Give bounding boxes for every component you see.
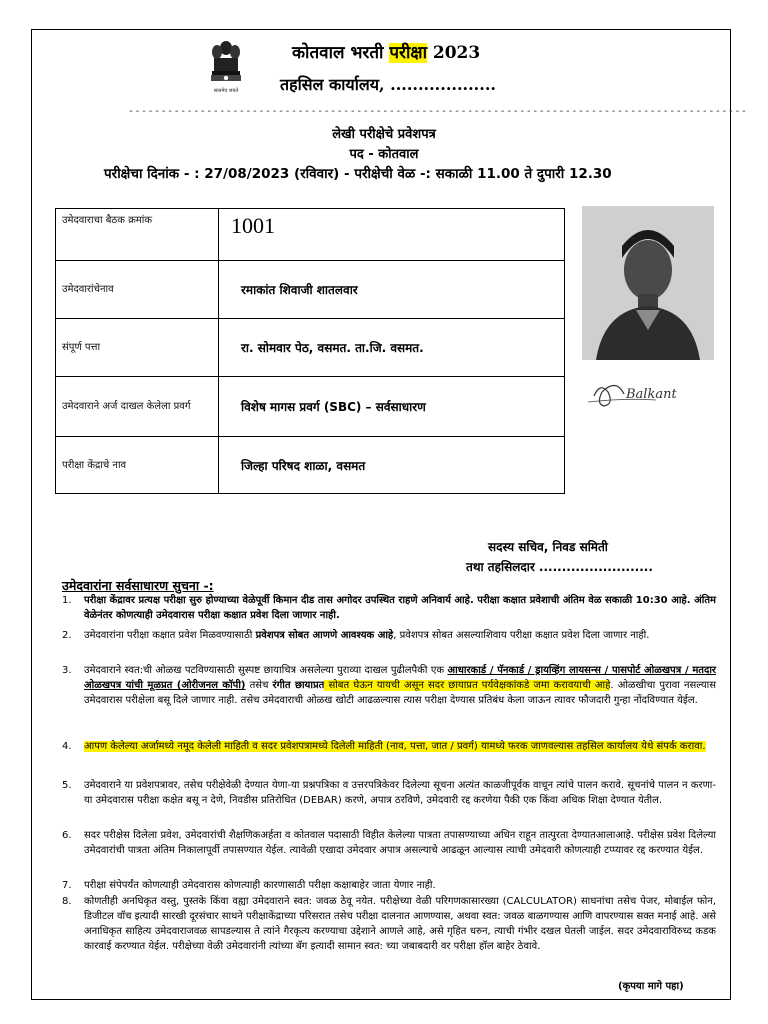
list-item: 2. उमेदवारांना परीक्षा कक्षात प्रवेश मिळवण्यासाठी प्रवेशपत्र सोबत आणणे आवश्यक आहे, प्रवेशपत्र सोबत असल्याशिवाय परीक्षा कक्षात प्रवेश दिला जाणार नाही. <box>62 630 650 641</box>
category-label: उमेदवाराने अर्ज दाखल केलेला प्रवर्ग <box>56 377 219 437</box>
list-item: 4. आपण केलेल्या अर्जामध्ये नमूद केलेली माहिती व सदर प्रवेशपत्रामध्ये दिलेली माहिती (नाव, पत्ता, जात / प्रवर्ग) यामध्ये फरक जाणवल्यास तहसिल कार्यालय येथे संपर्क करावा. <box>62 741 706 752</box>
table-row <box>56 377 565 437</box>
candidate-signature <box>586 370 718 416</box>
table-row <box>56 261 565 319</box>
list-item: 5. उमेदवाराने या प्रवेशपत्रावर, तसेच परीक्षेवेळी देण्यात येणा-या प्रश्नपत्रिका व उत्तरपत्रिकेवर दिलेल्या सूचना अत्यंत काळजीपूर्वक वाचून त्यांचे पालन करावे. सूचनांचे पालन न करणा-या उमेदवारास परीक्षा कक्षेत बसू न देणे, निवडीस प्रतिरोधित (DEBAR) करणे, अपात्र ठरविणे, उमेदवारी रद्द करणेया पैकी एक किंवा अधिक शिक्षा देण्यात येतील. <box>62 780 716 806</box>
list-item: 3. उमेदवाराने स्वत:ची ओळख पटविण्यासाठी सुस्पष्ट छायाचित्र असलेल्या पुराव्या दाखल पुढीलपैकी एक आधारकार्ड / पॅनकार्ड / ड्रायव्हिंग लायसन्स / पासपोर्ट ओळखपत्र / मतदार ओळखपत्र यांची मूळप्रत (ओरीजनल कॉपी) तसेच रंगीत छायाप्रत सोबत घेऊन यायची असून सदर छायाप्रत पर्यवेक्षकांकडे जमा करावयाची आहे. ओळखीचा पुरावा नसल्यास उमेदवारास परीक्षेला बसू दिले जाणार नाही. तसेच उमेदवाराची ओळख खोटी आढळल्यास त्यास परीक्षा देण्यास प्रतिबंध केला जाऊन त्यावर फौजदारी गुन्हा नोंदविण्यात येईल. <box>62 665 716 706</box>
document-title: लेखी परीक्षेचे प्रवेशपत्र <box>332 127 436 142</box>
list-item: 7. परीक्षा संपेपर्यंत कोणत्याही उमेदवारास कोणत्याही कारणासाठी परीक्षा कक्षाबाहेर जाता येणार नाही. <box>62 880 436 891</box>
address-value: रा. सोमवार पेठ, वसमत. ता.जि. वसमत. <box>219 319 565 377</box>
post-name: पद - कोतवाल <box>349 147 419 162</box>
list-item: 6. सदर परीक्षेस दिलेला प्रवेश, उमेदवारांची शैक्षणिकअर्हता व कोतवाल पदासाठी विहीत केलेल्या पात्रता तपासण्याच्या अधिन राहून तात्पुरता देण्यातआलाआहे. परीक्षेस प्रवेश दिलेल्या उमेदवारांची पात्रता अंतिम निकालापूर्वी तपासण्यात येईल. त्यावेळी एखादा उमेदवार अपात्र असल्याचे आढळून आल्यास त्याची उमेदवारी कोणत्याही टप्प्यावर रद्द करण्यात येईल. <box>62 830 716 856</box>
table-row <box>56 437 565 494</box>
name-label: उमेदवारांचेनाव <box>56 261 219 319</box>
svg-text:Balkant: Balkant <box>626 387 677 402</box>
turn-over-note: (कृपया मागे पहा) <box>618 981 684 992</box>
table-row <box>56 319 565 377</box>
page-title: कोतवाल भरती परीक्षा 2023 <box>292 43 481 63</box>
center-label: परीक्षा केंद्राचे नाव <box>56 437 219 494</box>
list-item: 1. परीक्षा केंद्रावर प्रत्यक्ष परीक्षा सुरु होण्याच्या वेळेपूर्वी किमान दीड तास अगोदर उपस्थित राहणे अनिवार्य आहे. परीक्षा कक्षात प्रवेशाची अंतिम वेळ सकाळी 10:30 आहे. अंतिम वेळेनंतर कोणत्याही उमेदवारास परीक्षा कक्षात प्रवेश दिला जाणार नाही. <box>62 595 716 621</box>
signatory-designation: तथा तहसिलदार ......................... <box>466 560 653 574</box>
title-highlight: परीक्षा <box>389 43 427 63</box>
center-value: जिल्हा परिषद शाळा, वसमत <box>219 437 565 494</box>
category-value: विशेष मागस प्रवर्ग (SBC) – सर्वसाधारण <box>219 377 565 437</box>
seat-number-label: उमेदवाराचा बैठक क्रमांक <box>56 209 219 261</box>
candidate-info-table <box>55 208 565 494</box>
seat-number-value: 1001 <box>219 209 565 261</box>
divider: ----------------------------------------------------------------------------------------------- <box>128 106 748 117</box>
address-label: संपूर्ण पत्ता <box>56 319 219 377</box>
national-emblem-icon <box>208 38 244 96</box>
signatory-title: सदस्य सचिव, निवड समिती <box>488 540 608 554</box>
list-item: 8. कोणतीही अनधिकृत वस्तु, पुस्तके किंवा वह्या उमेदवाराने स्वत: जवळ ठेवू नयेत. परीक्षेच्या वेळी परिगणकासारख्या (CALCULATOR) साधनांचा तसेच पेजर, मोबाईल फोन, डिजीटल वॉच इत्यादी सारखी दूरसंचार साधने परीक्षाकेंद्राच्या परिसरात तसेच परीक्षा दालनात आणण्यास, अथवा स्वत: जवळ बाळगण्यास आणि वापरण्यास सक्त मनाई आहे. असे अनाधिकृत साहित्य उमेदवाराजवळ सापडल्यास ते त्यांने गैरकृत्य करण्याचा उद्देशाने आणले आहे, असे गृहित धरुन, त्याची गंभीर दखल घेतली जाईल. सदर उमेदवाराविरुध्द कडक कारवाई करण्यात येईल. परीक्षेच्या वेळी उमेदवारांनी त्यांच्या बॅग इत्यादी सामान स्वत: च्या जबाबदारी वर परीक्षा हॉल बाहेर ठेवावे. <box>62 896 716 952</box>
table-row <box>56 209 565 261</box>
exam-date-time: परीक्षेचा दिनांक - : 27/08/2023 (रविवार) - परीक्षेची वेळ -: सकाळी 11.00 ते दुपारी 12.30 <box>104 166 612 182</box>
office-subtitle: तहसिल कार्यालय, ................... <box>280 75 496 94</box>
emblem-caption: सत्यमेव जयते <box>213 88 239 94</box>
instructions-heading: उमेदवारांना सर्वसाधारण सुचना -: <box>62 578 214 593</box>
candidate-photo <box>582 206 714 360</box>
name-value: रमाकांत शिवाजी शातलवार <box>219 261 565 319</box>
